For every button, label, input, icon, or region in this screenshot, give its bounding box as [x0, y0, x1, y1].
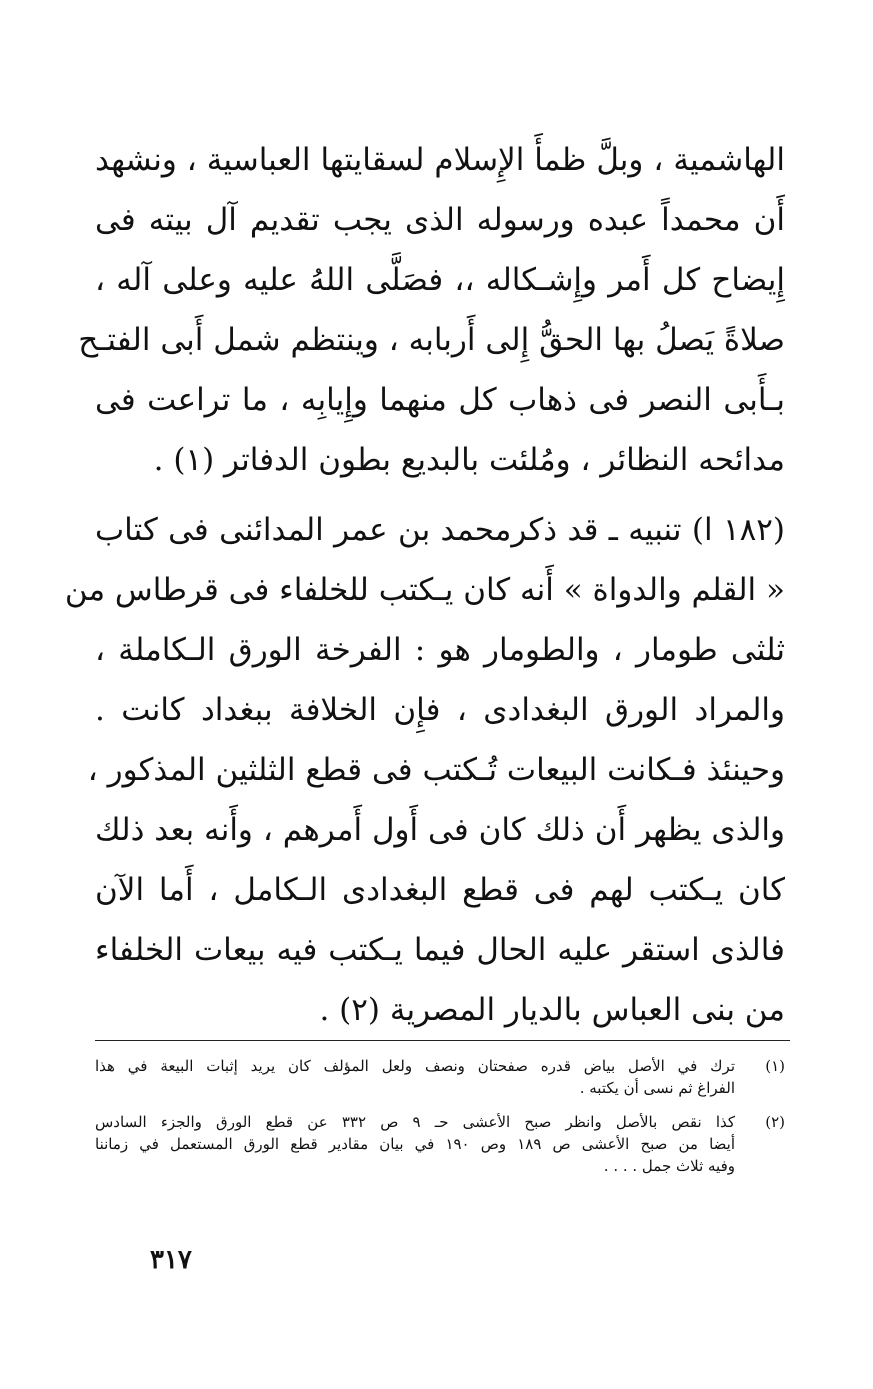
footnote-line: كذا نقص بالأصل وانظر صبح الأعشى حـ ٩ ص ٣٣٢ عن قطع الورق والجزء السادس	[95, 1113, 736, 1131]
text-line: أَن محمداً عبده ورسوله الذى يجب تقديم آل بيته فى	[95, 202, 785, 238]
footnote-line: وفيه ثلاث جمل . . . .	[603, 1157, 735, 1175]
footnotes	[95, 1055, 785, 1189]
text-line: بـأَبى النصر فى ذهاب كل منهما وإِيابِه ، ما تراعت فى	[95, 382, 785, 418]
text-line: والذى يظهر أَن ذلك كان فى أَول أَمرهم ، وأَنه بعد ذلك	[95, 812, 786, 848]
footnote-number: (٢)	[765, 1113, 785, 1131]
footnote-2	[95, 1111, 785, 1177]
page-number: ٣١٧	[150, 1245, 192, 1275]
footnote-line: أيضا من صبح الأعشى ص ١٨٩ وص ١٩٠ في بيان مقادير قطع الورق المستعمل في زماننا	[95, 1135, 736, 1153]
text-line: كان يـكتب لهم فى قطع البغدادى الـكامل ، أَما الآن	[95, 872, 785, 908]
paragraph-2	[64, 500, 786, 1040]
footnote-line: ترك في الأصل بياض قدره صفحتان ونصف ولعل المؤلف كان يريد إثبات البيعة في هذا	[95, 1057, 735, 1075]
footnote-1	[95, 1055, 785, 1099]
text-line: والمراد الورق البغدادى ، فإِن الخلافة ببغداد كانت .	[95, 692, 785, 728]
text-line: « القلم والدواة » أَنه كان يـكتب للخلفاء فى قرطاس من	[64, 572, 785, 608]
text-line: فالذى استقر عليه الحال فيما يـكتب فيه بيعات الخلفاء	[95, 932, 785, 968]
text-line: صلاةً يَصلُ بها الحقُّ إِلى أَربابه ، وينتظم شمل أَبى الفتـح	[78, 322, 785, 358]
footnote-separator	[95, 1040, 790, 1041]
text-line: من بنى العباس بالديار المصرية (٢) .	[319, 992, 785, 1028]
footnote-line: الفراغ ثم نسى أن يكتبه .	[579, 1079, 735, 1097]
footnote-number: (١)	[765, 1057, 785, 1075]
text-line: وحينئذ فـكانت البيعات تُـكتب فى قطع الثلثين المذكور ،	[87, 752, 785, 788]
text-line: ثلثى طومار ، والطومار هو : الفرخة الورق الـكاملة ،	[95, 632, 785, 668]
text-line: الهاشمية ، وبلَّ ظمأَ الإِسلام لسقايتها العباسية ، ونشهد	[95, 142, 785, 178]
text-line: مدائحه النظائر ، ومُلئت بالبديع بطون الدفاتر (١) .	[153, 442, 785, 478]
paragraph-1	[78, 130, 785, 490]
text-line: إِيضاح كل أَمر وإِشـكاله ،، فصَلَّى اللهُ عليه وعلى آله ،	[95, 262, 785, 298]
text-line: (١٨٢ ا) تنبيه ـ قد ذكرمحمد بن عمر المدائنى فى كتاب	[95, 512, 785, 548]
